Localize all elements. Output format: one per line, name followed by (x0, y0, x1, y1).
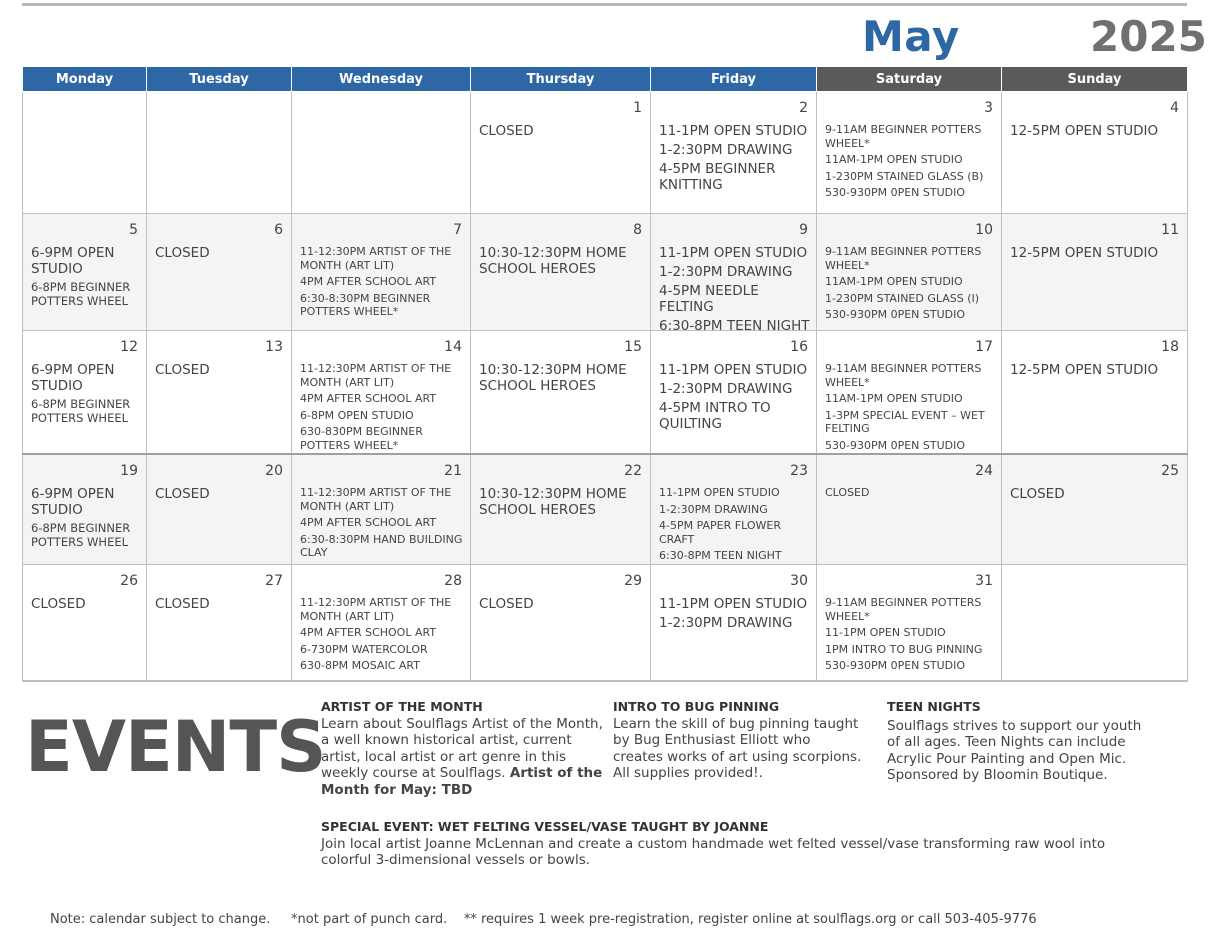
event-item: CLOSED (155, 486, 210, 502)
day-number: 22 (624, 463, 642, 479)
day-number: 5 (129, 222, 138, 238)
event-item: 6-730PM WATERCOLOR (300, 642, 428, 656)
event-item: 4PM AFTER SCHOOL ART (300, 392, 437, 405)
calendar-week-row (23, 92, 1188, 214)
day-number: 14 (444, 339, 462, 355)
event-item: 11AM-1PM OPEN STUDIO (825, 153, 963, 166)
event-item: 11-1PM OPEN STUDIO (659, 596, 808, 612)
event-item: 10:30-12:30PM HOME SCHOOL HEROES (479, 486, 627, 518)
day-cell-9 (651, 214, 817, 331)
day-cell-26 (23, 565, 147, 682)
day-events (300, 362, 465, 454)
event-item: 4-5PM NEEDLE FELTING (659, 283, 759, 315)
top-rule (22, 3, 1187, 6)
day-cell-31 (817, 565, 1002, 682)
event-item: 6-9PM OPEN STUDIO (31, 486, 115, 518)
event-item: 9-11AM BEGINNER POTTERS WHEEL* (825, 596, 982, 623)
day-events (825, 486, 996, 503)
day-number: 20 (265, 463, 283, 479)
day-cell-29 (471, 565, 651, 682)
day-events (1010, 123, 1182, 142)
day-number: 7 (453, 222, 462, 238)
day-number: 10 (975, 222, 993, 238)
calendar-week-row (23, 454, 1188, 565)
event-item: 11-12:30PM ARTIST OF THE MONTH (ART LIT) (300, 362, 452, 389)
day-number: 23 (790, 463, 808, 479)
bug-pinning-block (613, 699, 863, 782)
teen-nights-body: Soulflags strives to support our youth of all ages. Teen Nights can include Acrylic Pour Painting and Open Mic. Sponsored by Bloomin Boutique. (887, 717, 1142, 783)
event-item: 6:30-8PM TEEN NIGHT (659, 549, 782, 562)
event-item: CLOSED (155, 362, 210, 378)
day-number: 16 (790, 339, 808, 355)
day-cell-4 (1002, 92, 1188, 214)
day-events (31, 245, 141, 311)
day-cell-21 (292, 454, 471, 565)
day-events (1010, 486, 1182, 505)
day-cell-17 (817, 331, 1002, 455)
day-events (825, 245, 996, 325)
day-events (1010, 362, 1182, 381)
day-cell-14 (292, 331, 471, 455)
day-number: 18 (1161, 339, 1179, 355)
day-events (155, 362, 286, 381)
day-events (479, 123, 645, 142)
day-events (155, 486, 286, 505)
day-number: 11 (1161, 222, 1179, 238)
teen-nights-heading: TEEN NIGHTS (887, 699, 981, 714)
weekday-tuesday: Tuesday (147, 67, 292, 92)
weekday-friday: Friday (651, 67, 817, 92)
footer-note-registration: ** requires 1 week pre-registration, register online at soulflags.org or call 503-405-9776 (463, 912, 1037, 927)
year-title: 2025 (1090, 12, 1207, 61)
event-item: 11-1PM OPEN STUDIO (825, 626, 946, 639)
day-cell-18 (1002, 331, 1188, 455)
event-item: 6-8PM BEGINNER POTTERS WHEEL (31, 397, 131, 425)
footer-note (50, 912, 1037, 927)
day-events (155, 245, 286, 264)
event-item: 6-9PM OPEN STUDIO (31, 362, 115, 394)
event-item: 4PM AFTER SCHOOL ART (300, 626, 437, 639)
event-item: 6:30-8PM TEEN NIGHT (659, 318, 810, 331)
event-item: 630-830PM BEGINNER POTTERS WHEEL* (300, 425, 423, 452)
day-events (825, 362, 996, 454)
day-events (659, 245, 811, 331)
day-cell-24 (817, 454, 1002, 565)
day-events (31, 596, 141, 615)
day-number: 9 (799, 222, 808, 238)
event-item: 1-230PM STAINED GLASS (I) (825, 291, 980, 305)
day-number: 2 (799, 100, 808, 116)
special-event-body: Join local artist Joanne McLennan and create a custom handmade wet felted vessel/vase transforming raw wool into colorful 3-dimensional vessels or bowls. (321, 835, 1106, 868)
event-item: 12-5PM OPEN STUDIO (1010, 245, 1159, 261)
event-item: 11-1PM OPEN STUDIO (659, 123, 808, 139)
day-cell-27 (147, 565, 292, 682)
day-number: 8 (633, 222, 642, 238)
event-item: 4-5PM BEGINNER KNITTING (659, 161, 776, 193)
special-event-heading: SPECIAL EVENT: WET FELTING VESSEL/VASE TAUGHT BY JOANNE (321, 819, 769, 834)
event-item: 6-8PM OPEN STUDIO (300, 408, 414, 422)
event-item: CLOSED (31, 596, 86, 612)
event-item: 11-12:30PM ARTIST OF THE MONTH (ART LIT) (300, 245, 452, 272)
empty-day-cell (23, 92, 147, 214)
event-item: 530-930PM 0PEN STUDIO (825, 186, 966, 199)
day-cell-7 (292, 214, 471, 331)
bug-pinning-heading: INTRO TO BUG PINNING (613, 699, 780, 714)
teen-nights-block (887, 699, 1157, 784)
day-cell-1 (471, 92, 651, 214)
day-events (479, 596, 645, 615)
weekday-wednesday: Wednesday (292, 67, 471, 92)
bug-pinning-body: Learn the skill of bug pinning taught by Bug Enthusiast Elliott who creates works of art using scorpions. All supplies provided!. (613, 715, 862, 781)
event-item: CLOSED (1010, 486, 1065, 502)
day-number: 29 (624, 573, 642, 589)
event-item: 1-3PM SPECIAL EVENT – WET FELTING (825, 408, 985, 435)
event-item: 9-11AM BEGINNER POTTERS WHEEL* (825, 245, 982, 272)
event-item: 11-12:30PM ARTIST OF THE MONTH (ART LIT) (300, 596, 452, 623)
event-item: CLOSED (155, 245, 210, 261)
day-number: 25 (1161, 463, 1179, 479)
event-item: 11-1PM OPEN STUDIO (659, 245, 808, 261)
day-number: 30 (790, 573, 808, 589)
event-item: 1-2:30PM DRAWING (659, 615, 793, 631)
event-item: 11AM-1PM OPEN STUDIO (825, 275, 963, 288)
day-cell-22 (471, 454, 651, 565)
event-item: 530-930PM 0PEN STUDIO (825, 308, 966, 321)
event-item: 1-2:30PM DRAWING (659, 502, 768, 516)
day-number: 26 (120, 573, 138, 589)
weekday-monday: Monday (23, 67, 147, 92)
day-events (300, 486, 465, 563)
event-item: CLOSED (825, 486, 870, 499)
day-cell-6 (147, 214, 292, 331)
event-item: 530-930PM 0PEN STUDIO (825, 659, 966, 672)
day-cell-19 (23, 454, 147, 565)
special-event-block (321, 819, 1141, 869)
event-item: 11AM-1PM OPEN STUDIO (825, 392, 963, 405)
event-item: 1-2:30PM DRAWING (659, 381, 793, 397)
event-item: 9-11AM BEGINNER POTTERS WHEEL* (825, 123, 982, 150)
event-item: 1-230PM STAINED GLASS (B) (825, 169, 984, 183)
calendar-week-row (23, 331, 1188, 455)
day-events (31, 486, 141, 552)
day-number: 24 (975, 463, 993, 479)
day-events (479, 245, 645, 280)
event-item: 11-12:30PM ARTIST OF THE MONTH (ART LIT) (300, 486, 452, 513)
empty-day-cell (292, 92, 471, 214)
artist-of-month-block (321, 699, 603, 798)
day-cell-5 (23, 214, 147, 331)
day-cell-11 (1002, 214, 1188, 331)
event-item: 1PM INTRO TO BUG PINNING (825, 642, 983, 656)
day-cell-23 (651, 454, 817, 565)
day-number: 19 (120, 463, 138, 479)
day-number: 1 (633, 100, 642, 116)
day-cell-25 (1002, 454, 1188, 565)
event-item: 6-8PM BEGINNER POTTERS WHEEL (31, 280, 131, 308)
day-number: 15 (624, 339, 642, 355)
event-item: 10:30-12:30PM HOME SCHOOL HEROES (479, 362, 627, 394)
day-number: 13 (265, 339, 283, 355)
day-cell-15 (471, 331, 651, 455)
event-item: 530-930PM 0PEN STUDIO (825, 438, 966, 452)
event-item: 11-1PM OPEN STUDIO (659, 362, 808, 378)
artist-of-month-note: Artist of the Month for May: TBD (321, 765, 603, 798)
event-item: 11-1PM OPEN STUDIO (659, 486, 780, 499)
day-events (31, 362, 141, 428)
day-events (659, 123, 811, 196)
day-events (300, 596, 465, 676)
artist-of-month-body: Learn about Soulflags Artist of the Month, a well known historical artist, current artist, local artist or art genre in this weekly course at Soulflags. (321, 715, 603, 781)
event-item: 4-5PM INTRO TO QUILTING (659, 400, 771, 432)
event-item: 9-11AM BEGINNER POTTERS WHEEL* (825, 362, 982, 389)
event-item: 4-5PM PAPER FLOWER CRAFT (659, 519, 781, 546)
day-events (1010, 245, 1182, 264)
event-item: CLOSED (479, 123, 534, 139)
day-number: 3 (984, 100, 993, 116)
empty-day-cell (147, 92, 292, 214)
footer-note-change: Note: calendar subject to change. (50, 912, 271, 927)
day-cell-2 (651, 92, 817, 214)
month-title: May (862, 12, 960, 61)
day-cell-30 (651, 565, 817, 682)
weekday-thursday: Thursday (471, 67, 651, 92)
day-number: 6 (274, 222, 283, 238)
day-cell-13 (147, 331, 292, 455)
day-number: 17 (975, 339, 993, 355)
day-events (479, 362, 645, 397)
day-events (825, 123, 996, 203)
event-item: CLOSED (155, 596, 210, 612)
empty-day-cell (1002, 565, 1188, 682)
event-item: 12-5PM OPEN STUDIO (1010, 362, 1159, 378)
calendar-grid (22, 66, 1188, 682)
event-item: 10:30-12:30PM HOME SCHOOL HEROES (479, 245, 627, 277)
calendar-week-row (23, 565, 1188, 682)
event-item: 6-8PM BEGINNER POTTERS WHEEL (31, 521, 131, 549)
day-events (659, 596, 811, 634)
footer-note-punch: *not part of punch card. (291, 912, 448, 927)
event-item: 6:30-8:30PM BEGINNER POTTERS WHEEL* (300, 291, 431, 318)
day-events (479, 486, 645, 521)
day-events (155, 596, 286, 615)
event-item: CLOSED (479, 596, 534, 612)
calendar-week-row (23, 214, 1188, 331)
day-cell-16 (651, 331, 817, 455)
day-cell-12 (23, 331, 147, 455)
event-item: 630-8PM MOSAIC ART (300, 659, 420, 672)
weekday-saturday: Saturday (817, 67, 1002, 92)
artist-of-month-heading: ARTIST OF THE MONTH (321, 699, 483, 714)
day-cell-3 (817, 92, 1002, 214)
weekday-header-row (23, 67, 1188, 92)
event-item: 4PM AFTER SCHOOL ART (300, 275, 437, 288)
day-number: 12 (120, 339, 138, 355)
day-events (825, 596, 996, 676)
day-number: 31 (975, 573, 993, 589)
event-item: 12-5PM OPEN STUDIO (1010, 123, 1159, 139)
day-number: 28 (444, 573, 462, 589)
calendar-bottom-rule (22, 680, 1187, 682)
day-number: 4 (1170, 100, 1179, 116)
weekday-sunday: Sunday (1002, 67, 1188, 92)
day-events (659, 486, 811, 565)
events-title: EVENTS (25, 706, 326, 788)
event-item: 1-2:30PM DRAWING (659, 142, 793, 158)
day-cell-8 (471, 214, 651, 331)
event-item: 6:30-8:30PM HAND BUILDING CLAY (300, 532, 463, 559)
day-events (659, 362, 811, 435)
day-cell-10 (817, 214, 1002, 331)
event-item: 4PM AFTER SCHOOL ART (300, 516, 437, 529)
event-item: 1-2:30PM DRAWING (659, 264, 793, 280)
day-cell-20 (147, 454, 292, 565)
day-events (300, 245, 465, 322)
event-item: 6-9PM OPEN STUDIO (31, 245, 115, 277)
day-number: 21 (444, 463, 462, 479)
day-number: 27 (265, 573, 283, 589)
day-cell-28 (292, 565, 471, 682)
